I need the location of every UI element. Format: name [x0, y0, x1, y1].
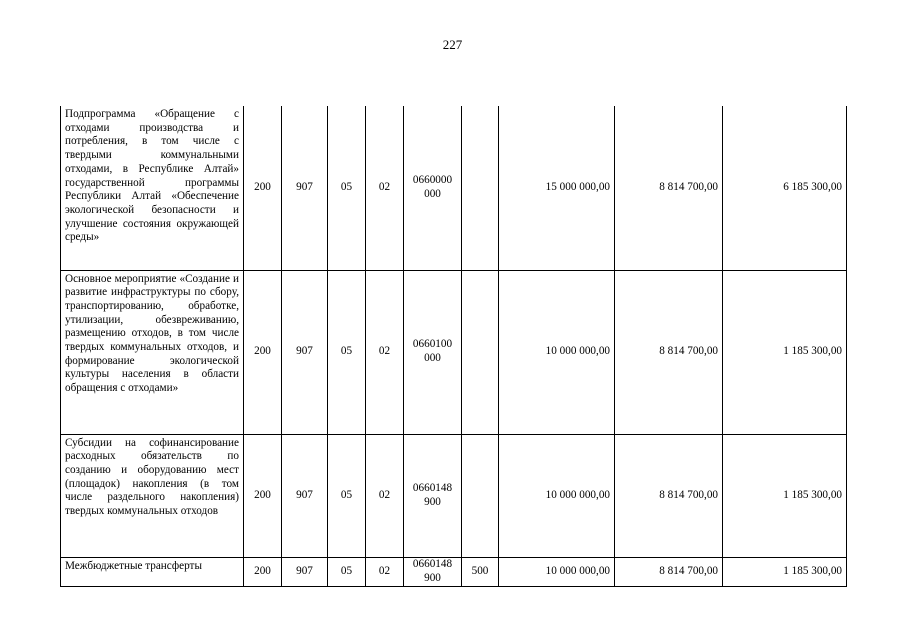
table-row	[61, 270, 847, 434]
row-name-cell: Субсидии на софинансирование расходных обязательств по созданию и оборудованию мест (площадок) накопления (в том числе раздельного накопления) твердых коммунальных отходов	[61, 434, 244, 557]
ministry-code-cell: 907	[282, 106, 328, 270]
target-article-cell: 0660100 000	[404, 270, 462, 434]
table-row	[61, 434, 847, 557]
target-article-cell: 0660148 900	[404, 434, 462, 557]
amount-cell: 1 185 300,00	[723, 270, 847, 434]
ministry-code-cell: 907	[282, 270, 328, 434]
target-article-cell: 0660000 000	[404, 106, 462, 270]
page-number: 227	[442, 37, 463, 52]
amount-cell: 8 814 700,00	[615, 270, 723, 434]
subsection-cell: 02	[366, 270, 404, 434]
amount-cell: 1 185 300,00	[723, 434, 847, 557]
amount-cell: 8 814 700,00	[615, 434, 723, 557]
code-cell: 200	[244, 557, 282, 586]
subsection-cell: 02	[366, 434, 404, 557]
ministry-code-cell: 907	[282, 557, 328, 586]
amount-cell: 6 185 300,00	[723, 106, 847, 270]
row-name-cell: Основное мероприятие «Создание и развитие инфраструктуры по сбору, транспортированию, обработке, утилизации, обезвреживанию, размещению отходов, в том числе твердых коммунальных отходов, и формирование экологической культуры населения в области обращения с отходами»	[61, 270, 244, 434]
section-cell: 05	[328, 557, 366, 586]
amount-cell: 15 000 000,00	[499, 106, 615, 270]
section-cell: 05	[328, 434, 366, 557]
expense-type-cell: 500	[462, 557, 499, 586]
expense-type-cell	[462, 434, 499, 557]
amount-cell: 8 814 700,00	[615, 557, 723, 586]
amount-cell: 10 000 000,00	[499, 434, 615, 557]
expense-type-cell	[462, 270, 499, 434]
expense-type-cell	[462, 106, 499, 270]
section-cell: 05	[328, 270, 366, 434]
table-row	[61, 106, 847, 270]
code-cell: 200	[244, 106, 282, 270]
row-name-cell: Подпрограмма «Обращение с отходами производства и потребления, в том числе с твердыми коммунальными отходами, в Республике Алтай» государственной программы Республики Алтай «Обеспечение экологической безопасности и улучшение состояния окружающей среды»	[61, 106, 244, 270]
subsection-cell: 02	[366, 106, 404, 270]
budget-table	[60, 106, 847, 587]
code-cell: 200	[244, 434, 282, 557]
amount-cell: 10 000 000,00	[499, 270, 615, 434]
amount-cell: 10 000 000,00	[499, 557, 615, 586]
table-row	[61, 557, 847, 586]
ministry-code-cell: 907	[282, 434, 328, 557]
subsection-cell: 02	[366, 557, 404, 586]
target-article-cell: 0660148 900	[404, 557, 462, 586]
amount-cell: 1 185 300,00	[723, 557, 847, 586]
row-name-cell: Межбюджетные трансферты	[61, 557, 244, 586]
code-cell: 200	[244, 270, 282, 434]
amount-cell: 8 814 700,00	[615, 106, 723, 270]
section-cell: 05	[328, 106, 366, 270]
